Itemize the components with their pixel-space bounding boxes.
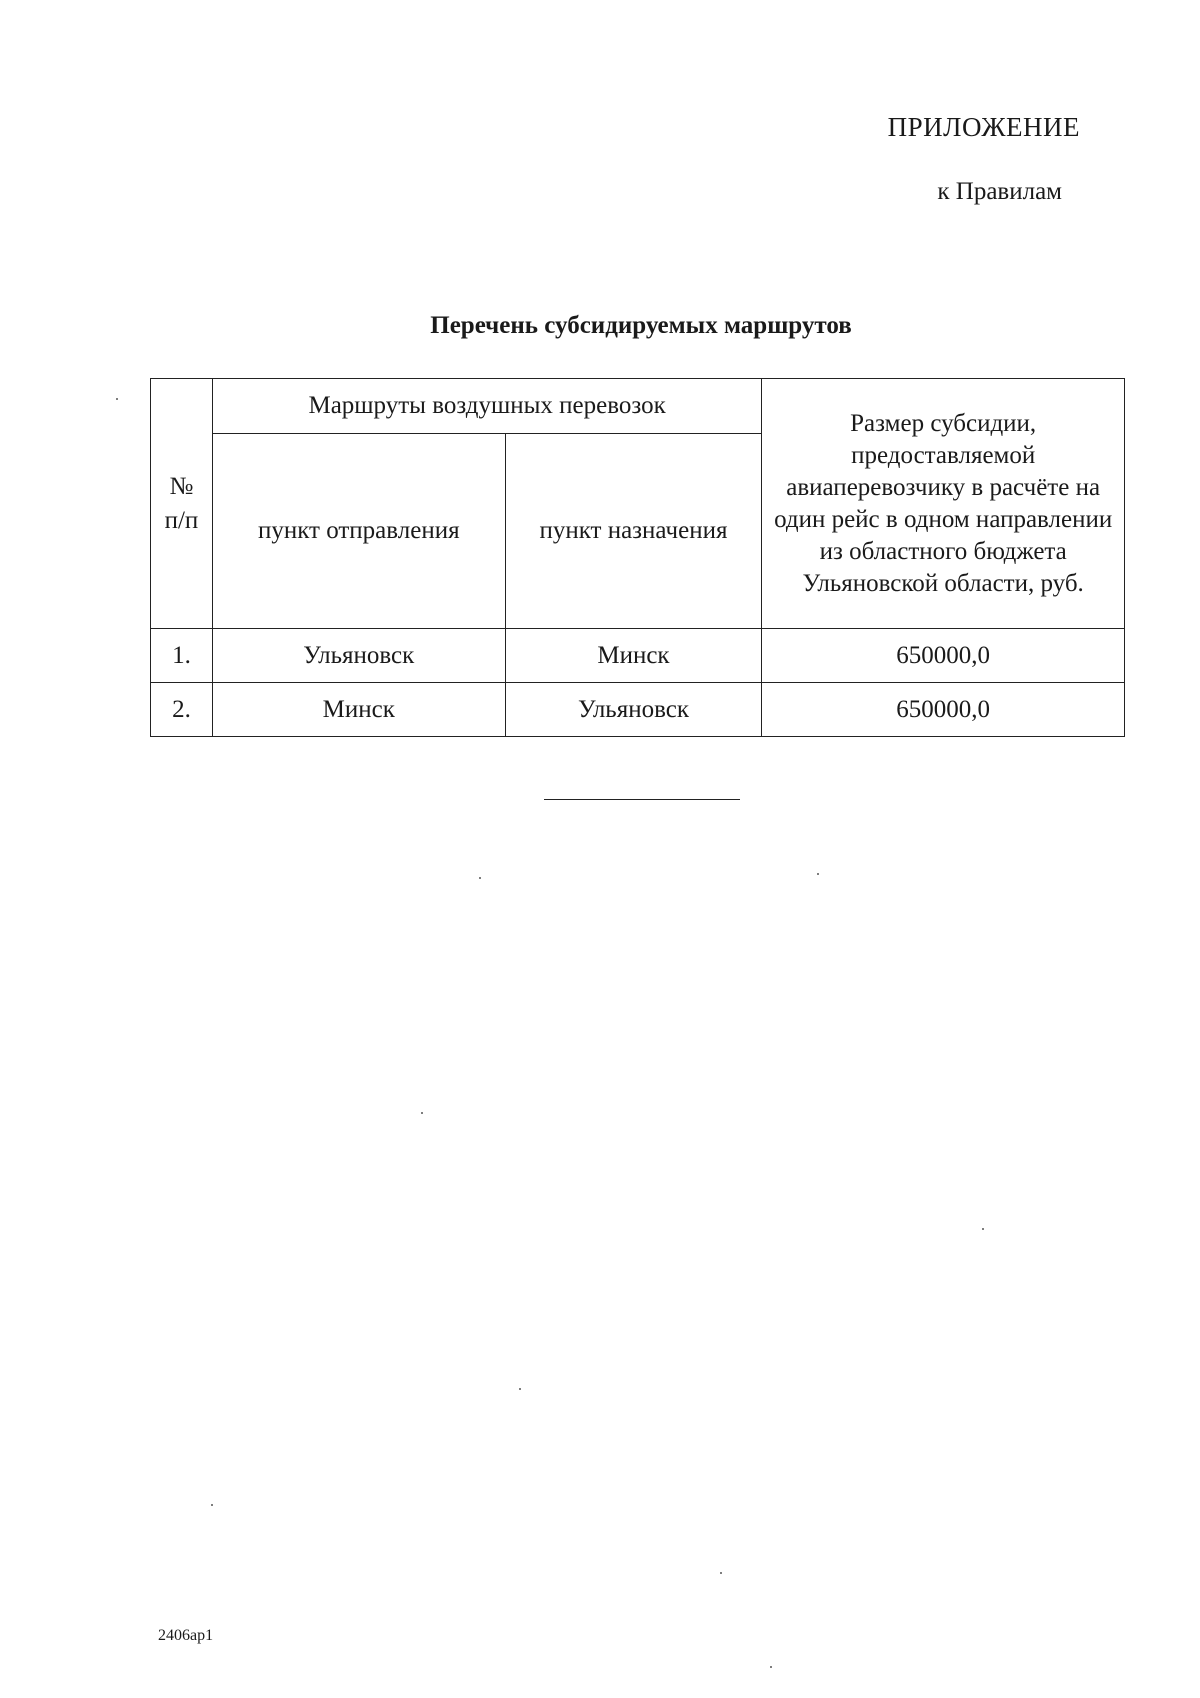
scan-speck	[479, 877, 481, 879]
destination-cell: Минск	[505, 629, 762, 683]
scan-speck	[720, 1572, 722, 1574]
table-row	[151, 683, 1125, 737]
subsidy-cell: 650000,0	[762, 683, 1125, 737]
scan-speck	[817, 873, 819, 875]
scan-speck	[211, 1504, 213, 1506]
routes-group-header: Маршруты воздушных перевозок	[212, 379, 761, 434]
row-number: 1.	[151, 629, 213, 683]
subsidy-column-header: Размер субсидии, предоставляемой авиаперевозчику в расчёте на один рейс в одном направлении из областного бюджета Ульяновской области, руб.	[762, 379, 1125, 629]
scan-speck	[519, 1388, 521, 1390]
scan-speck	[770, 1666, 772, 1668]
table-header-row	[151, 379, 1125, 434]
appendix-title: ПРИЛОЖЕНИЕ	[887, 112, 1080, 142]
number-header-abbr: п/п	[164, 506, 199, 534]
departure-column-header: пункт отправления	[212, 434, 505, 629]
scan-speck	[116, 398, 118, 400]
subsidy-cell: 650000,0	[762, 629, 1125, 683]
number-header-symbol: №	[169, 472, 194, 500]
departure-cell: Минск	[212, 683, 505, 737]
destination-cell: Ульяновск	[505, 683, 762, 737]
number-column-header	[151, 379, 213, 629]
scan-speck	[982, 1228, 984, 1230]
scan-speck	[421, 1112, 423, 1114]
appendix-subtitle: к Правилам	[937, 178, 1062, 205]
document-heading: Перечень субсидируемых маршрутов	[430, 312, 852, 339]
routes-table	[150, 378, 1125, 737]
destination-column-header: пункт назначения	[505, 434, 762, 629]
document-code: 2406ар1	[158, 1627, 214, 1644]
departure-cell: Ульяновск	[212, 629, 505, 683]
row-number: 2.	[151, 683, 213, 737]
table-row	[151, 629, 1125, 683]
closing-separator-line	[544, 799, 740, 800]
